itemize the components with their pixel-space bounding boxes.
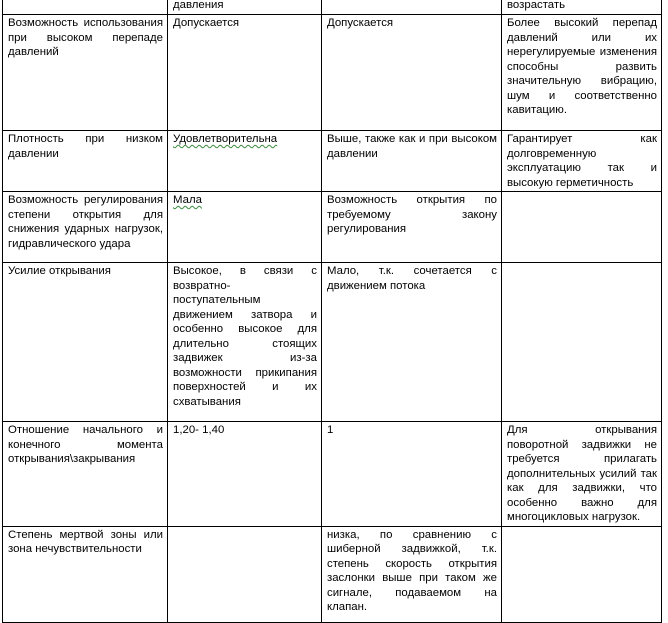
cell <box>502 526 662 622</box>
param-cell: Степень мертвой зоны или зона нечувствительности <box>3 526 168 622</box>
cell: Возможность открытия по требуемому закону регулирования <box>322 192 502 263</box>
cell: давления <box>168 0 322 15</box>
cell: 1,20- 1,40 <box>168 422 322 527</box>
cell <box>168 192 322 263</box>
cell: 1 <box>322 422 502 527</box>
table-row <box>3 192 662 263</box>
cell <box>502 263 662 422</box>
cell: Допускается <box>322 15 502 131</box>
cell: Высокое, в связи с возвратно-поступательным движением затвора и особенно высокое для длительно стоящих задвижек из-за возможности прикипания поверхностей и их схватывания <box>168 263 322 422</box>
param-cell: Отношение начального и конечного момента открывания\закрывания <box>3 422 168 527</box>
cell: Мало, т.к. сочетается с движением потока <box>322 263 502 422</box>
comparison-table <box>2 0 662 623</box>
param-cell: Возможность использования при высоком перепаде давлений <box>3 15 168 131</box>
cell <box>168 526 322 622</box>
table-row <box>3 15 662 131</box>
cell-text: Удовлетворительна <box>173 133 278 145</box>
table-row <box>3 131 662 192</box>
table-row <box>3 263 662 422</box>
cell: Выше, также как и при высоком давлении <box>322 131 502 192</box>
param-cell: Плотность при низком давлении <box>3 131 168 192</box>
param-cell: Усилие открывания <box>3 263 168 422</box>
cell <box>168 131 322 192</box>
table-row <box>3 422 662 527</box>
param-cell: Возможность регулирования степени открытия для снижения ударных нагрузок, гидравлического удара <box>3 192 168 263</box>
cell <box>3 0 168 15</box>
table-row <box>3 0 662 15</box>
cell: Более высокий перепад давлений или их нерегулируемые изменения способны развить значительную вибрацию, шум и соответственно кавитацию. <box>502 15 662 131</box>
cell-text: Мала <box>173 194 202 206</box>
table-row <box>3 526 662 622</box>
cell: Гарантирует как долговременную эксплуатацию так и высокую герметичность <box>502 131 662 192</box>
cell <box>322 0 502 15</box>
cell: низка, по сравнению с шиберной задвижкой, т.к. степень скорость открытия заслонки выше при таком же сигнале, подаваемом на клапан. <box>322 526 502 622</box>
cell: Для открывания поворотной задвижки не требуется прилагать дополнительных усилий так как для задвижки, что особенно важно для многоцикловых нагрузок. <box>502 422 662 527</box>
cell: возрастать <box>502 0 662 15</box>
cell: Допускается <box>168 15 322 131</box>
cell <box>502 192 662 263</box>
